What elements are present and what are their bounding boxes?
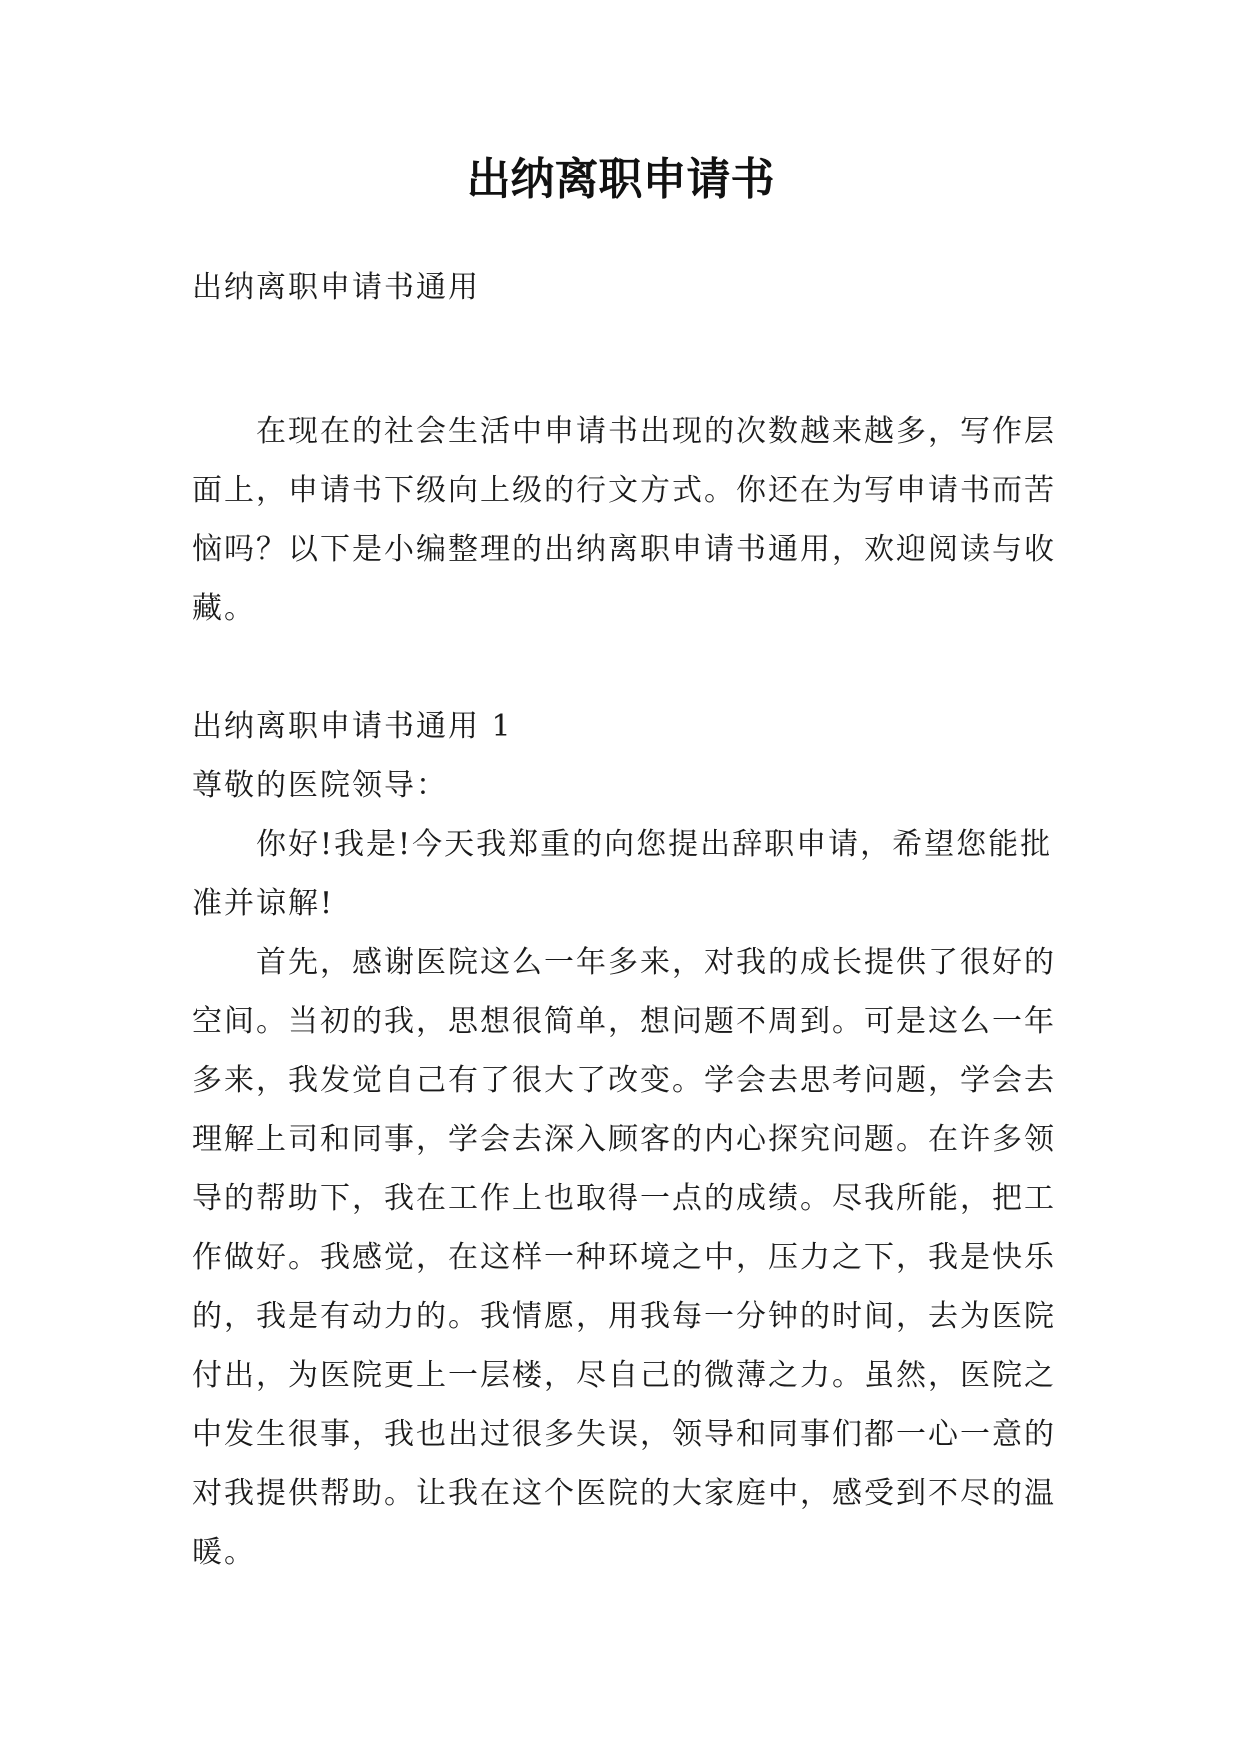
- intro-paragraph: 在现在的社会生活中申请书出现的次数越来越多，写作层面上，申请书下级向上级的行文方式。你还在为写申请书而苦恼吗？以下是小编整理的出纳离职申请书通用，欢迎阅读与收藏。: [192, 414, 1056, 626]
- document-title: 出纳离职申请书: [466, 154, 775, 205]
- document-subtitle: 出纳离职申请书通用: [192, 270, 480, 305]
- section-heading: 出纳离职申请书通用 1: [192, 709, 513, 744]
- body-paragraph-2: 首先，感谢医院这么一年多来，对我的成长提供了很好的空间。当初的我，思想很简单，想问题不周到。可是这么一年多来，我发觉自己有了很大了改变。学会去思考问题，学会去理解上司和同事，学会去深入顾客的内心探究问题。在许多领导的帮助下，我在工作上也取得一点的成绩。尽我所能，把工作做好。我感觉，在这样一种环境之中，压力之下，我是快乐的，我是有动力的。我情愿，用我每一分钟的时间，去为医院付出，为医院更上一层楼，尽自己的微薄之力。虽然，医院之中发生很事，我也出过很多失误，领导和同事们都一心一意的对我提供帮助。让我在这个医院的大家庭中，感受到不尽的温暖。: [192, 945, 1056, 1570]
- salutation: 尊敬的医院领导：: [192, 768, 448, 803]
- body-paragraph-1: 你好!我是!今天我郑重的向您提出辞职申请，希望您能批准并谅解!: [192, 827, 1053, 921]
